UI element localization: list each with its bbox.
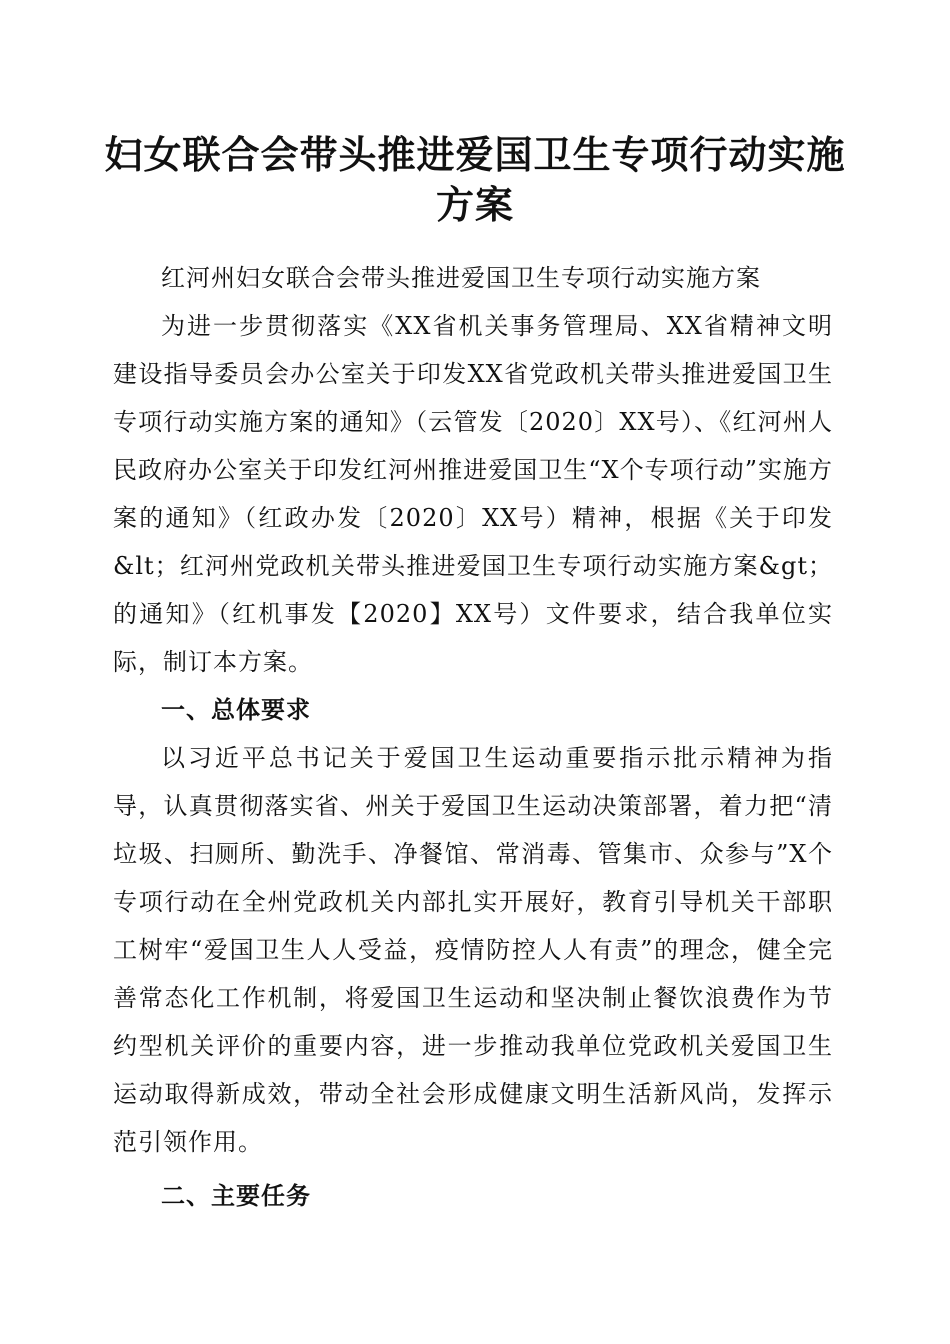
document-body bbox=[113, 254, 833, 1220]
section-heading-main-tasks: 二、主要任务 bbox=[161, 1182, 311, 1210]
general-requirements-paragraph: 以习近平总书记关于爱国卫生运动重要指示批示精神为指导，认真贯彻落实省、州关于爱国卫生运动决策部署，着力把“清垃圾、扫厕所、勤洗手、净餐馆、常消毒、管集市、众参与”X个专项行动在全州党政机关内部扎实开展好，教育引导机关干部职工树牢“爱国卫生人人受益，疫情防控人人有责”的理念，健全完善常态化工作机制，将爱国卫生运动和坚决制止餐饮浪费作为节约型机关评价的重要内容，进一步推动我单位党政机关爱国卫生运动取得新成效，带动全社会形成健康文明生活新风尚，发挥示范引领作用。 bbox=[113, 744, 833, 1156]
document-title: 妇女联合会带头推进爱国卫生专项行动实施方案 bbox=[104, 132, 846, 227]
subtitle-paragraph: 红河州妇女联合会带头推进爱国卫生专项行动实施方案 bbox=[161, 264, 761, 292]
intro-paragraph: 为进一步贯彻落实《XX省机关事务管理局、XX省精神文明建设指导委员会办公室关于印发XX省党政机关带头推进爱国卫生专项行动实施方案的通知》（云管发〔2020〕XX号）、《红河州人民政府办公室关于印发红河州推进爱国卫生“X个专项行动”实施方案的通知》（红政办发〔2020〕XX号）精神，根据《关于印发&lt；红河州党政机关带头推进爱国卫生专项行动实施方案&gt；的通知》（红机事发【2020】XX号）文件要求，结合我单位实际，制订本方案。 bbox=[113, 312, 833, 676]
section-heading-general-requirements: 一、总体要求 bbox=[161, 696, 311, 724]
